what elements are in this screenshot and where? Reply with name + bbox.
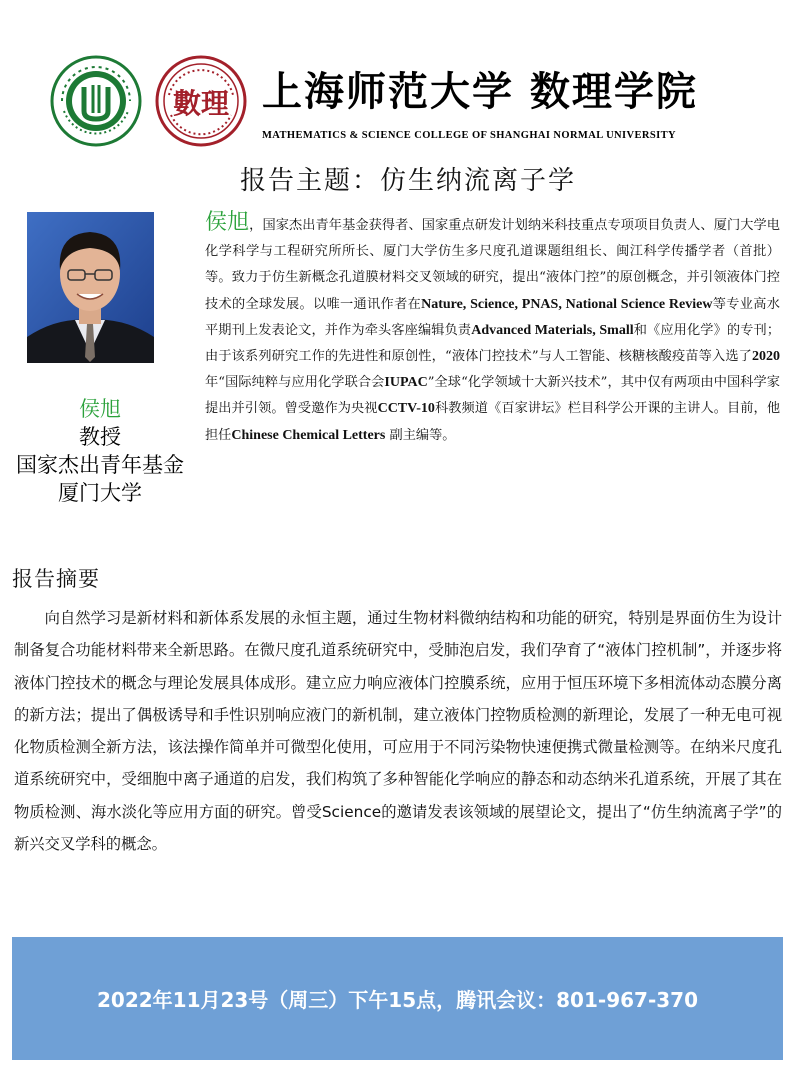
bio-text-6: 科教频道《百家讲坛》栏目科学公开课的主讲人。目前，他担任 bbox=[205, 401, 781, 443]
snu-logo bbox=[50, 55, 142, 147]
abstract-heading: 报告摘要 bbox=[12, 567, 100, 591]
speaker-title: 教授 bbox=[79, 425, 121, 449]
bio-text-4: 年“国际纯粹与应用化学联合会 bbox=[205, 375, 385, 391]
bio-journals: Nature, Science, PNAS, National Science Review bbox=[421, 296, 713, 312]
bio-cctv: CCTV-10 bbox=[377, 401, 435, 417]
bio-text-1: ，国家杰出青年基金获得者、国家重点研发计划纳米科技重点专项项目负责人、厦门大学电化学科学与工程研究所所长、厦门大学仿生多尺度孔道课题组组长、闽江科学传播学者（首批）等。致力于仿生新概念孔道膜材料交叉领域的研究，提出“液体门控”的原创概念，并引领液体门控技术的全球发展。以唯一通讯作者在 bbox=[205, 218, 780, 312]
speaker-honor: 国家杰出青年基金 bbox=[16, 453, 184, 477]
schedule-text: 2022年11月23号（周三）下午15点，腾讯会议：801-967-370 bbox=[96, 988, 698, 1012]
bio-text-3: 和《应用化学》的专刊；由于该系列研究工作的先进性和原创性，“液体门控技术”与人工智能、核糖核酸疫苗等入选了 bbox=[205, 322, 781, 365]
university-subtitle: MATHEMATICS & SCIENCE COLLEGE OF SHANGHAI NORMAL UNIVERSITY bbox=[262, 130, 676, 141]
bio-text-2: 等专业高水平期刊上发表论文，并作为牵头客座编辑负责 bbox=[205, 296, 780, 338]
bio-journal-editor: Chinese Chemical Letters bbox=[231, 427, 386, 443]
bio-iupac: IUPAC bbox=[384, 375, 428, 391]
svg-text:數理: 數理 bbox=[172, 87, 230, 120]
speaker-photo bbox=[27, 212, 154, 363]
speaker-affiliation: 厦门大学 bbox=[58, 481, 142, 505]
bio-text-5: ”全球“化学领域十大新兴技术”，其中仅有两项由中国科学家提出并引领。曾受邀作为央视 bbox=[205, 375, 780, 417]
bio-special-issues: Advanced Materials, Small bbox=[471, 322, 634, 338]
abstract-text: 向自然学习是新材料和新体系发展的永恒主题，通过生物材料微纳结构和功能的研究，特别是界面仿生为设计制备复合功能材料带来全新思路。在微尺度孔道系统研究中，受肺泡启发，我们孕育了“液体门控机制”，并逐步将液体门控技术的概念与理论发展具体成形。建立应力响应液体门控膜系统，应用于恒压环境下多相流体动态膜分离的新方法；提出了偶极诱导和手性识别响应液门的新机制，建立液体门控物质检测的新理论，发展了一种无电可视化物质检测全新方法，该法操作简单并可微型化使用，可应用于不同污染物快速便携式微量检测等。在纳米尺度孔道系统研究中，受细胞中离子通道的启发，我们构筑了多种智能化学响应的静态和动态纳米孔道系统，开展了其在物质检测、海水淡化等应用方面的研究。曾受Science的邀请发表该领域的展望论文，提出了“仿生纳流离子学”的新兴交叉学科的概念。 bbox=[14, 609, 782, 854]
speaker-name: 侯旭 bbox=[79, 397, 121, 421]
math-college-logo bbox=[155, 55, 247, 147]
speaker-info bbox=[0, 395, 200, 507]
schedule-banner bbox=[12, 937, 783, 1060]
bio-text-7: 副主编等。 bbox=[385, 427, 456, 443]
bio-year: 2020 bbox=[752, 349, 780, 365]
report-title: 报告主题：仿生纳流离子学 bbox=[240, 166, 577, 196]
university-title: 上海师范大学 数理学院 bbox=[262, 68, 698, 115]
speaker-bio bbox=[205, 210, 780, 449]
bio-name: 侯旭 bbox=[205, 210, 250, 235]
